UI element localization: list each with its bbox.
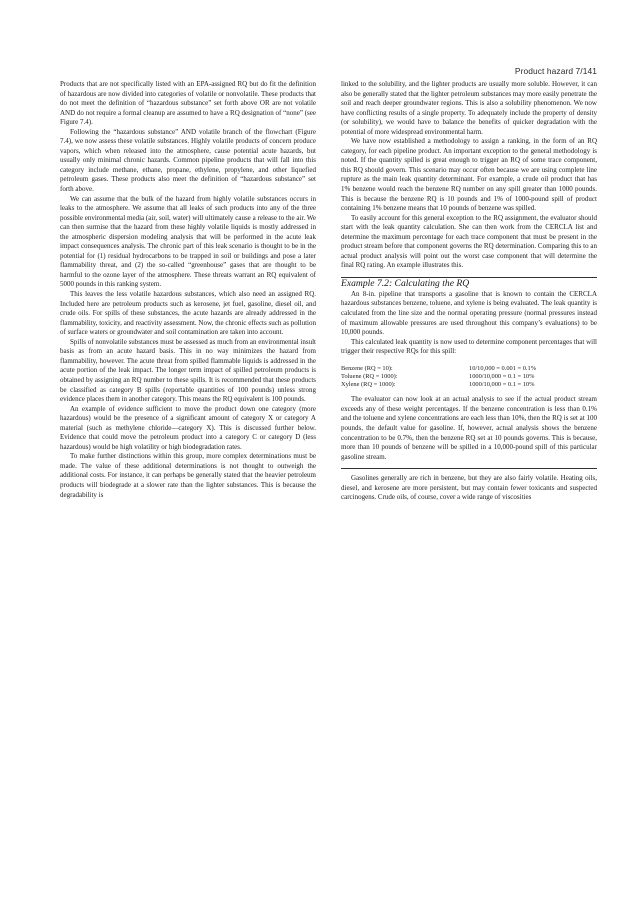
paragraph: Spills of nonvolatile substances must be assessed as much from an environmental insult basis as from an acute hazard basis. This in no way minimizes the hazard from flammability, however. The acute threat from spilled flammable liquids is addressed in the acute portion of the leak impact. The longer term impact of spilled petroleum products is obtained by assigning an RQ number to these spills. It is recommended that these products be classified as category B spills (reportable quantities of 100 pounds) unless strong evidence places them in another category. This means the RQ equivalent is 100 pounds. bbox=[60, 337, 316, 404]
paragraph: Following the “hazardous substance” AND volatile branch of the flowchart (Figure 7.4), we now assess these volatile substances. Highly volatile products of concern produce vapors, which when released into the atmosphere, cause potential acute hazards, but usually only minimal chronic hazards. Common pipeline products that will fall into this category include methane, ethane, propane, ethylene, propylene, and other liquefied petroleum gases. These products also meet the definition of “hazardous substance” set forth above. bbox=[60, 127, 316, 194]
paragraph: We have now established a methodology to assign a ranking, in the form of an RQ category, for each pipeline product. An important exception to the general methodology is noted. If the quantity spilled is great enough to trigger an RQ of some trace component, this RQ should govern. This scenario may occur often because we are using complete line rupture as the main leak quantity determinant. For example, a crude oil product that has 1% benzene would reach the benzene RQ number on any spill greater than 1000 pounds. This is because the benzene RQ is 10 pounds and 1% of 1000-pound spill of product containing 1% benzene means that 10 pounds of benzene was spilled. bbox=[341, 137, 597, 213]
table-cell-calc: 1000/10,000 = 0.1 = 10% bbox=[469, 381, 535, 389]
paragraph: Products that are not specifically listed with an EPA-assigned RQ but do fit the definition of hazardous are now divided into categories of volatile or nonvolatile. These products that do not meet the definition of “hazardous substance” set forth above OR are not volatile AND do not require a formal cleanup are assumed to have a RQ designation of “none” (see Figure 7.4). bbox=[60, 80, 316, 127]
table-cell-calc: 10/10,000 = 0.001 = 0.1% bbox=[469, 364, 537, 372]
paragraph: To easily account for this general exception to the RQ assignment, the evaluator should start with the leak quantity calculation. She can then work from the CERCLA list and determine the maximum percentage for each trace component that must be present in the product stream before that component governs the RQ determination. Comparing this to an actual product analysis will point out the worst case component that will determine the final RQ rating. An example illustrates this. bbox=[341, 213, 597, 270]
table-cell-label: Benzene (RQ = 10): bbox=[341, 364, 393, 372]
table-row bbox=[341, 381, 597, 389]
paragraph: We can assume that the bulk of the hazard from highly volatile substances occurs in leaks to the atmosphere. We assume that all leaks of such products into any of the three possible environmental media (air, soil, water) will ultimately cause a release to the air. We can then surmise that the hazard from these highly volatile liquids is mostly addressed in the atmospheric dispersion modeling analysis that will be performed in the acute leak impact consequences analysis. The chronic part of this leak scenario is thought to be in the potential for (1) residual hydrocarbons to be trapped in soil or buildings and pose a later flammability threat, and (2) the so-called “greenhouse” gases that are thought to be harmful to the ozone layer of the atmosphere. These threats warrant an RQ equivalent of 5000 pounds in this ranking system. bbox=[60, 194, 316, 289]
example-title: Example 7.2: Calculating the RQ bbox=[341, 277, 470, 289]
right-column bbox=[341, 80, 597, 503]
paragraph: This leaves the less volatile hazardous substances, which also need an assigned RQ. Included here are petroleum products such as kerosene, jet fuel, gasoline, diesel oil, and crude oils. For spills of these substances, the acute hazards are already addressed in the flammability, toxicity, and reactivity assessment. Now, the chronic effects such as pollution of surface waters or groundwater and soil contamination are taken into account. bbox=[60, 290, 316, 337]
example-paragraph: This calculated leak quantity is now used to determine component percentages that will trigger their respective RQs for this spill: bbox=[341, 337, 597, 356]
rq-calculation-table bbox=[341, 365, 597, 390]
paragraph: Gasolines generally are rich in benzene, but they are also fairly volatile. Heating oils, diesel, and kerosene are more persistent, but may contain fewer toxicants and suspected carcinogens. Crude oils, of course, cover a wide range of viscosities bbox=[341, 474, 597, 502]
left-column bbox=[60, 80, 316, 500]
example-paragraph: The evaluator can now look at an actual analysis to see if the actual product stream exceeds any of these weight percentages. If the benzene concentration is less than 0.1% and the toluene and xylene concentrations are each less than 10%, then the RQ is set at 100 pounds, the default value for gasoline. If, however, actual analysis shows the benzene concentration to be 0.7%, then the benzene RQ set at 10 pounds governs. This is because, more than 10 pounds of benzene will be spilled in a 10,000-pound spill of this particular gasoline stream. bbox=[341, 395, 597, 461]
table-cell-label: Toluene (RQ = 1000): bbox=[341, 372, 398, 380]
table-cell-label: Xylene (RQ = 1000): bbox=[341, 381, 396, 389]
paragraph: To make further distinctions within this group, more complex determinations must be made. The value of these additional determinations is not thought to outweigh the additional costs. For instance, it can perhaps be generally stated that the heavier petroleum products will biodegrade at a slower rate than the lighter substances. This is because the degradability is bbox=[60, 452, 316, 499]
paragraph: An example of evidence sufficient to move the product down one category (more hazardous) would be the presence of a significant amount of category X or category A material (such as methylene chloride—category X). This is discussed further below. Evidence that could move the petroleum product into a category C or category D (less hazardous) would be high volatility or high biodegradation rates. bbox=[60, 404, 316, 451]
running-head: Product hazard 7/141 bbox=[514, 66, 597, 76]
table-row bbox=[341, 373, 597, 381]
paragraph: linked to the solubility, and the lighter products are usually more soluble. However, it can also be generally stated that the lighter petroleum substances may more easily penetrate the soil and reach deeper groundwater regions. This is also a solubility phenomenon. We now have conflicting results of a single property. To adequately include the property of density (or solubility), we would have to balance the benefits of quicker degradation with the potential of more widespread environmental harm. bbox=[341, 80, 597, 136]
table-cell-calc: 1000/10,000 = 0.1 = 10% bbox=[469, 372, 535, 380]
table-row bbox=[341, 365, 597, 373]
example-paragraph: An 8-in. pipeline that transports a gasoline that is known to contain the CERCLA hazardous substances benzene, toluene, and xylene is being evaluated. The leak quantity is calculated from the line size and the normal operating pressure (normal pressures instead of maximum allowable pressures are used throughout this company’s evaluations) to be 10,000 pounds. bbox=[341, 289, 597, 337]
